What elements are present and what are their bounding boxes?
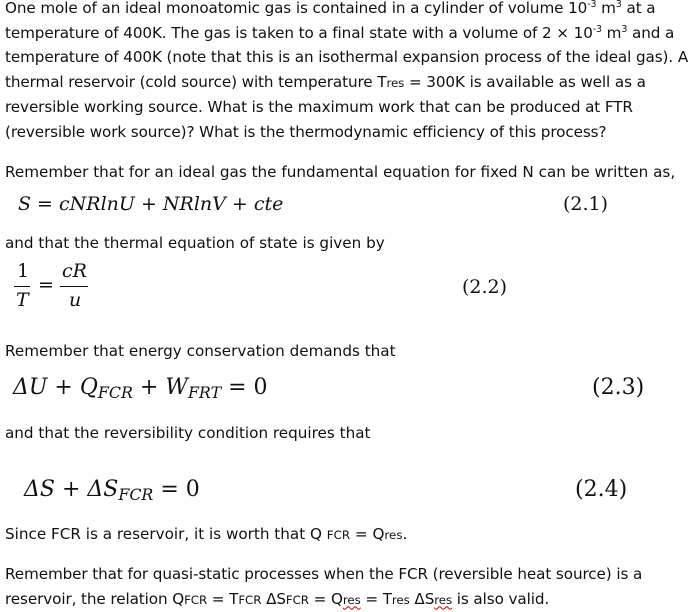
equation-2-4 (24, 477, 200, 504)
problem-text: One mole of an ideal monoatomic gas is contained in a cylinder of volume 10 (5, 0, 588, 17)
paragraph-text: = T (207, 589, 239, 608)
problem-text: m (601, 23, 622, 42)
paragraph-text: = T (360, 589, 392, 608)
problem-text: = 300K is available as well as a reversible working source. What is the maximum work that can be produced at FTR (reversible work source)? What is the thermodynamic efficiency of this process? (5, 72, 646, 141)
paragraph-text: Remember that for quasi-static processes when the FCR (reversible heat source) is a reservoir, the relation Q (5, 565, 643, 608)
equation-number-2-2: (2.2) (462, 276, 508, 298)
subscript: res (391, 592, 410, 607)
subscript: res (384, 528, 403, 542)
paragraph-text: ΔS (409, 589, 435, 608)
fraction-bar (60, 286, 88, 287)
fraction-numerator: 1 (17, 260, 30, 282)
subscript: FRT (187, 382, 222, 402)
subscript: FCR (118, 484, 154, 504)
note-text: = Q (350, 525, 385, 543)
exponent: 3 (615, 0, 622, 10)
problem-paragraph (5, 0, 689, 145)
exponent: 3 (621, 23, 628, 35)
reservoir-note (5, 525, 407, 543)
fraction-denominator: T (16, 289, 29, 311)
fraction-bar (14, 286, 30, 287)
equation-part: = 0 (221, 375, 268, 400)
subscript: FCR (184, 592, 208, 607)
energy-intro: Remember that energy conservation demands that (5, 342, 396, 360)
subscript: res (386, 75, 405, 90)
equation-part: + W (132, 375, 188, 400)
thermal-intro: and that the thermal equation of state is given by (5, 234, 385, 252)
equation-number-2-1: (2.1) (563, 193, 609, 215)
problem-text: m (596, 0, 616, 17)
equation-2-1: S = cNRlnU + NRlnV + cte (18, 193, 284, 215)
subscript: FCR (97, 382, 133, 402)
note-text: . (402, 525, 408, 543)
fraction-numerator: cR (62, 260, 87, 282)
paragraph-text: ΔS (261, 589, 286, 608)
reversibility-intro: and that the reversibility condition requires that (5, 424, 371, 442)
equation-number-2-3: (2.3) (592, 375, 645, 400)
fundamental-intro: Remember that for an ideal gas the fundamental equation for fixed N can be written as, (5, 163, 676, 181)
problem-text: and a temperature of 400K (note that this is an isothermal expansion process of the ideal gas). A thermal reservoir (cold source) with temperature T (5, 23, 689, 91)
exponent: -3 (592, 23, 602, 35)
quasi-static-paragraph (5, 562, 689, 612)
equation-2-3 (13, 375, 268, 402)
equals-sign: = (38, 274, 54, 296)
subscript: res (434, 592, 453, 607)
problem-text: at a temperature of 400K. The gas is taken to a final state with a volume of 2 × 10 (5, 0, 656, 42)
subscript: res (342, 592, 361, 607)
equation-part: = 0 (153, 477, 200, 502)
paragraph-text: is also valid. (452, 589, 550, 608)
subscript: FCR (238, 592, 262, 607)
fraction-denominator: u (69, 289, 82, 311)
subscript: FCR (326, 528, 351, 542)
subscript: FCR (285, 592, 309, 607)
note-text: Since FCR is a reservoir, it is worth that Q (5, 525, 327, 543)
equation-number-2-4: (2.4) (575, 477, 628, 502)
equation-part: ΔS + ΔS (24, 477, 119, 502)
exponent: -3 (587, 0, 597, 10)
paragraph-text: = Q (308, 589, 343, 608)
equation-part: ΔU + Q (13, 375, 98, 400)
